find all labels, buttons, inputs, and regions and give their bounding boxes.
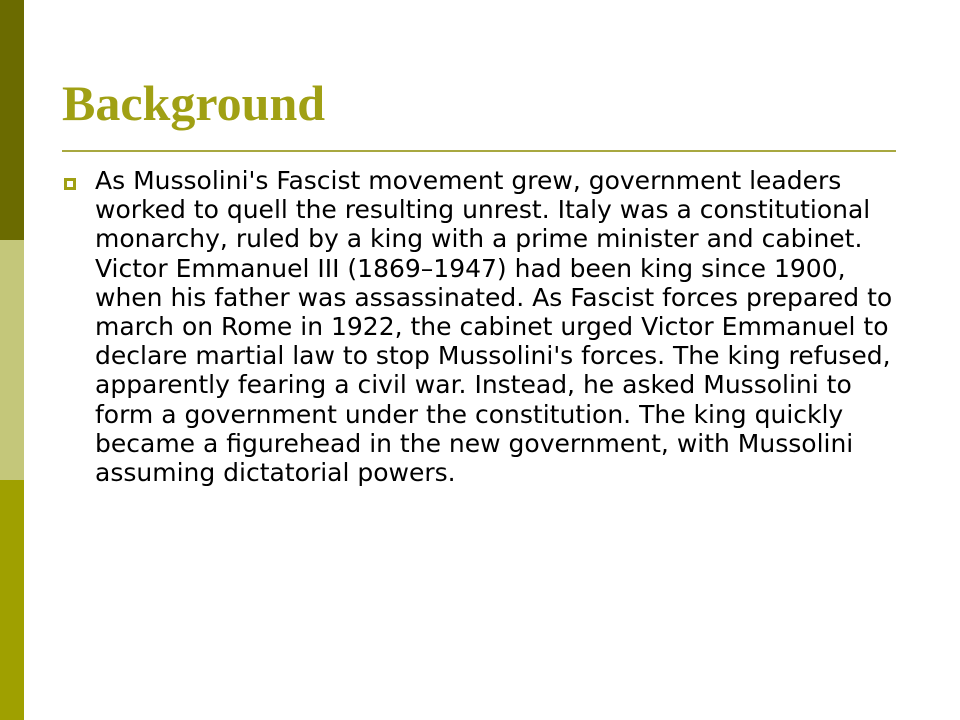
title-underline	[62, 150, 896, 152]
side-stripe-bottom	[0, 480, 24, 720]
side-stripe-middle	[0, 240, 24, 480]
slide-title: Background	[62, 75, 326, 131]
bullet-body-text: As Mussolini's Fascist movement grew, government leaders worked to quell the resulting unrest. Italy was a constitutional monarchy, ruled by a king with a prime minister and cabinet. Victor Emmanuel III (1869–1947) had been king since 1900, when his father was assassinated. As Fascist forces prepared to march on Rome in 1922, the cabinet urged Victor Emmanuel to declare martial law to stop Mussolini's forces. The king refused, apparently fearing a civil war. Instead, he asked Mussolini to form a government under the constitution. The king quickly became a figurehead in the new government, with Mussolini assuming dictatorial powers.	[95, 166, 893, 488]
hollow-square-bullet-icon	[64, 177, 76, 189]
side-stripe-top	[0, 0, 24, 240]
